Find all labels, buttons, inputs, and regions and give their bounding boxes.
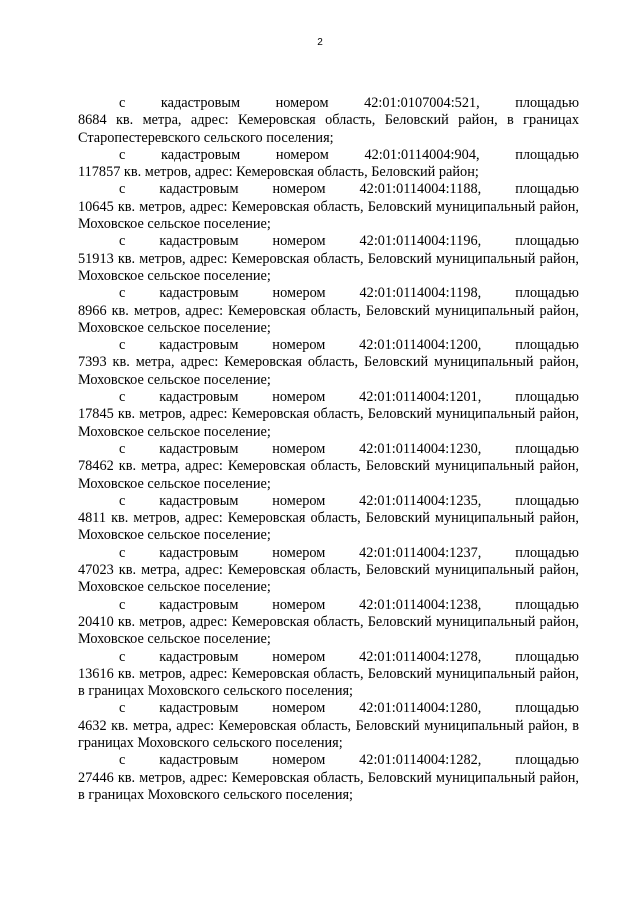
- number-word: номером: [272, 440, 326, 457]
- cadastral-word: кадастровым: [159, 233, 239, 250]
- area-word: площадью: [515, 440, 579, 457]
- area-word: площадью: [515, 544, 579, 561]
- cadastral-word: кадастровым: [159, 492, 239, 509]
- cadastral-line: [78, 95, 579, 112]
- number-word: номером: [275, 146, 329, 163]
- item-description: 51913 кв. метров, адрес: Кемеровская область, Беловский муниципальный район, Моховское сельское поселение;: [78, 250, 579, 284]
- item-description: 78462 кв. метра, адрес: Кемеровская область, Беловский муниципальный район, Моховское сельское поселение;: [78, 458, 579, 492]
- cadastral-word: кадастровым: [159, 389, 239, 406]
- area-word: площадью: [515, 389, 579, 406]
- item-description: 47023 кв. метра, адрес: Кемеровская область, Беловский муниципальный район, Моховское сельское поселение;: [78, 562, 579, 596]
- area-word: площадью: [515, 337, 579, 354]
- number-word: номером: [272, 752, 326, 769]
- prefix-word: с: [119, 440, 126, 457]
- prefix-word: с: [119, 492, 126, 509]
- cadastral-line: [78, 389, 579, 406]
- cadastral-word: кадастровым: [159, 700, 239, 717]
- prefix-word: с: [119, 285, 126, 302]
- cadastral-word: кадастровым: [159, 181, 239, 198]
- item-description: 20410 кв. метров, адрес: Кемеровская область, Беловский муниципальный район, Моховское сельское поселение;: [78, 613, 579, 648]
- cadastral-word: кадастровым: [159, 285, 239, 302]
- item-description: 8966 кв. метров, адрес: Кемеровская область, Беловский муниципальный район, Моховское сельское поселение;: [78, 302, 579, 336]
- prefix-word: с: [119, 389, 126, 406]
- cadastral-word: кадастровым: [159, 596, 239, 613]
- cadastral-line: [78, 181, 579, 198]
- list-item: [78, 493, 579, 545]
- cadastral-line: [78, 752, 579, 769]
- prefix-word: с: [119, 181, 126, 198]
- list-item: [78, 649, 579, 701]
- area-word: площадью: [515, 285, 579, 302]
- prefix-word: с: [119, 146, 126, 163]
- cadastral-line: [78, 441, 579, 458]
- area-word: площадью: [515, 648, 579, 665]
- list-item: [78, 285, 579, 337]
- list-item: [78, 147, 579, 182]
- prefix-word: с: [119, 337, 126, 354]
- item-description: 27446 кв. метров, адрес: Кемеровская область, Беловский муниципальный район, в границах Моховского сельского поселения;: [78, 769, 579, 803]
- cadastral-line: [78, 285, 579, 302]
- item-description: 10645 кв. метров, адрес: Кемеровская область, Беловский муниципальный район, Моховское сельское поселение;: [78, 198, 579, 233]
- area-word: площадью: [515, 596, 579, 613]
- item-description: 4632 кв. метра, адрес: Кемеровская область, Беловский муниципальный район, в границах Моховского сельского поселения;: [78, 717, 579, 751]
- list-item: [78, 337, 579, 389]
- area-word: площадью: [515, 95, 579, 111]
- cadastral-word: кадастровым: [159, 544, 239, 561]
- cadastral-number: 42:01:0114004:1196,: [359, 233, 482, 250]
- cadastral-word: кадастровым: [161, 146, 241, 163]
- prefix-word: с: [119, 95, 126, 111]
- cadastral-number: 42:01:0114004:1237,: [359, 544, 482, 561]
- cadastral-number: 42:01:0114004:1235,: [359, 492, 482, 509]
- prefix-word: с: [119, 752, 126, 769]
- cadastral-number: 42:01:0114004:1280,: [359, 700, 482, 717]
- cadastral-number: 42:01:0114004:1188,: [359, 181, 482, 198]
- cadastral-line: [78, 545, 579, 562]
- page-number: 2: [317, 37, 323, 48]
- number-word: номером: [272, 233, 326, 250]
- cadastral-number: 42:01:0114004:1198,: [359, 285, 482, 302]
- cadastral-word: кадастровым: [160, 95, 241, 111]
- number-word: номером: [272, 337, 326, 354]
- cadastral-word: кадастровым: [159, 648, 239, 665]
- prefix-word: с: [119, 648, 126, 665]
- area-word: площадью: [515, 700, 579, 717]
- item-description: 7393 кв. метра, адрес: Кемеровская область, Беловский муниципальный район, Моховское сельское поселение;: [78, 354, 579, 388]
- cadastral-number: 42:01:0114004:1230,: [359, 440, 482, 457]
- cadastral-number: 42:01:0114004:1278,: [359, 648, 482, 665]
- cadastral-line: [78, 233, 579, 250]
- prefix-word: с: [119, 544, 126, 561]
- number-word: номером: [272, 285, 326, 302]
- number-word: номером: [272, 648, 326, 665]
- area-word: площадью: [515, 752, 579, 769]
- number-word: номером: [272, 700, 326, 717]
- prefix-word: с: [119, 233, 126, 250]
- number-word: номером: [272, 596, 326, 613]
- cadastral-line: [78, 147, 579, 164]
- list-item: [78, 545, 579, 597]
- number-word: номером: [272, 389, 326, 406]
- cadastral-line: [78, 700, 579, 717]
- prefix-word: с: [119, 700, 126, 717]
- list-item: [78, 597, 579, 649]
- cadastral-number: 42:01:0114004:1200,: [359, 337, 482, 354]
- cadastral-number: 42:01:0114004:1201,: [359, 389, 482, 406]
- cadastral-number: 42:01:0114004:1238,: [359, 596, 482, 613]
- cadastral-word: кадастровым: [159, 440, 239, 457]
- cadastral-word: кадастровым: [159, 752, 239, 769]
- item-description: 8684 кв. метра, адрес: Кемеровская область, Беловский район, в границах Старопестеревского сельского поселения;: [78, 112, 579, 146]
- list-item: [78, 389, 579, 441]
- number-word: номером: [272, 544, 326, 561]
- cadastral-line: [78, 337, 579, 354]
- cadastral-word: кадастровым: [159, 337, 239, 354]
- cadastral-line: [78, 493, 579, 510]
- list-item: [78, 752, 579, 804]
- area-word: площадью: [515, 233, 579, 250]
- cadastral-line: [78, 649, 579, 666]
- cadastral-line: [78, 597, 579, 614]
- list-item: [78, 700, 579, 752]
- document-body: [78, 95, 579, 804]
- cadastral-number: 42:01:0107004:521,: [364, 95, 480, 111]
- area-word: площадью: [515, 492, 579, 509]
- cadastral-number: 42:01:0114004:904,: [364, 146, 480, 163]
- list-item: [78, 441, 579, 493]
- list-item: [78, 95, 579, 147]
- item-description: 117857 кв. метров, адрес: Кемеровская область, Беловский район;: [78, 164, 479, 181]
- area-word: площадью: [515, 181, 579, 198]
- area-word: площадью: [515, 146, 579, 163]
- number-word: номером: [275, 95, 329, 111]
- list-item: [78, 181, 579, 233]
- item-description: 17845 кв. метров, адрес: Кемеровская область, Беловский муниципальный район, Моховское сельское поселение;: [78, 406, 579, 440]
- number-word: номером: [272, 492, 326, 509]
- item-description: 13616 кв. метров, адрес: Кемеровская область, Беловский муниципальный район, в границах Моховского сельского поселения;: [78, 665, 579, 700]
- number-word: номером: [272, 181, 326, 198]
- list-item: [78, 233, 579, 285]
- prefix-word: с: [119, 596, 126, 613]
- item-description: 4811 кв. метров, адрес: Кемеровская область, Беловский муниципальный район, Моховское сельское поселение;: [78, 510, 579, 544]
- cadastral-number: 42:01:0114004:1282,: [359, 752, 482, 769]
